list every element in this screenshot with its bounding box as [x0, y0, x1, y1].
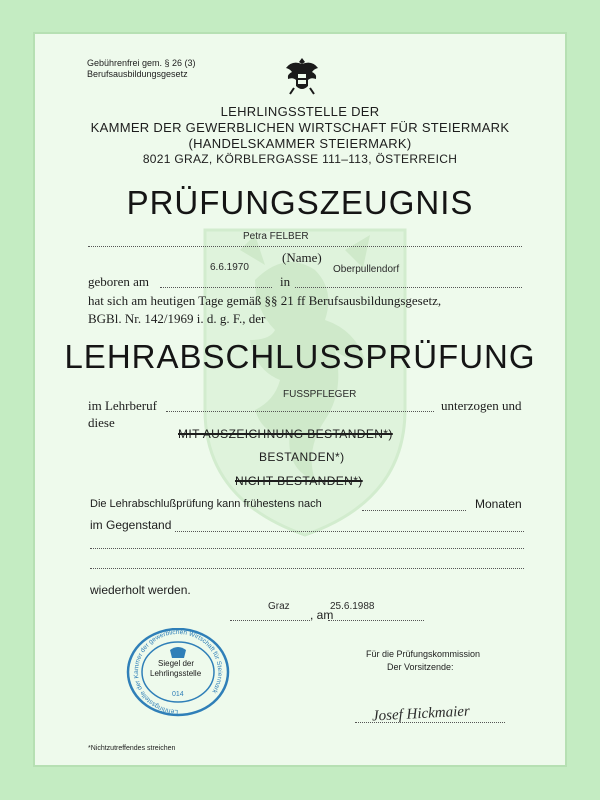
chairman-signature: Josef Hickmaier — [371, 703, 471, 725]
repeated-label: wiederholt werden. — [90, 583, 191, 597]
signature-line — [355, 722, 505, 723]
eagle-crest-icon — [284, 54, 320, 96]
statement-line2: BGBl. Nr. 142/1969 i. d. g. F., der — [88, 311, 266, 326]
header-line4: 8021 GRAZ, KÖRBLERGASSE 111–113, ÖSTERREICH — [142, 152, 458, 166]
months-label: Monaten — [475, 497, 522, 511]
lehrberuf-label: im Lehrberuf — [88, 398, 157, 413]
issue-place: Graz — [268, 601, 290, 612]
seal-ring-text: Lehrlingsstelle der Kammer der gewerblichen Wirtschaft für Steiermark — [133, 628, 224, 716]
in-label: in — [280, 274, 291, 289]
profession-value: FUSSPFLEGER — [283, 389, 357, 400]
subject-line2 — [90, 548, 524, 549]
profession-line — [166, 411, 434, 412]
result-with-distinction-struck: MIT AUSZEICHNUNG BESTANDEN*) — [178, 427, 393, 441]
commission-line2: Der Vorsitzende: — [387, 662, 454, 672]
fee-note-line2: Berufsausbildungsgesetz — [87, 69, 188, 79]
fee-note-line1: Gebührenfrei gem. § 26 (3) — [87, 58, 196, 68]
unterzogen-label: unterzogen und — [441, 398, 522, 413]
name-line — [88, 246, 522, 247]
subject-line1 — [175, 531, 524, 532]
certificate-title: PRÜFUNGSZEUGNIS — [126, 184, 474, 221]
birthplace-line — [295, 287, 522, 288]
name-label: (Name) — [282, 250, 322, 265]
repeat-text: Die Lehrabschlußprüfung kann frühestens nach — [90, 498, 322, 510]
header-line1: LEHRLINGSSTELLE DER — [220, 104, 380, 119]
seal-number: 014 — [172, 691, 184, 698]
result-passed: BESTANDEN*) — [259, 450, 345, 464]
place-line — [230, 620, 310, 621]
date-line — [328, 620, 424, 621]
header-line3: (HANDELSKAMMER STEIERMARK) — [188, 136, 412, 151]
birth-date-line — [160, 287, 272, 288]
commission-line1: Für die Prüfungskommission — [366, 649, 481, 659]
diese-label: diese — [88, 415, 115, 430]
issue-date: 25.6.1988 — [330, 601, 375, 612]
header-line2: KAMMER DER GEWERBLICHEN WIRTSCHAFT FÜR STEIERMARK — [90, 120, 510, 135]
subject-label: im Gegenstand — [90, 518, 172, 532]
birthplace: Oberpullendorf — [333, 264, 400, 275]
exam-title: LEHRABSCHLUSSPRÜFUNG — [64, 338, 536, 375]
statement-line1: hat sich am heutigen Tage gemäß §§ 21 ff Berufsausbildungsgesetz, — [88, 293, 442, 308]
born-label: geboren am — [88, 274, 150, 289]
name-value: Petra FELBER — [243, 231, 309, 242]
subject-line3 — [90, 568, 524, 569]
footnote: *Nichtzutreffendes streichen — [88, 745, 176, 752]
seal-center-line1: Siegel der — [158, 659, 195, 668]
seal-center-line2: Lehrlingsstelle — [150, 669, 202, 678]
birth-date: 6.6.1970 — [210, 262, 249, 273]
months-line — [362, 510, 466, 511]
result-failed-struck: NICHT BESTANDEN*) — [235, 474, 363, 488]
am-label: , am — [310, 608, 334, 622]
